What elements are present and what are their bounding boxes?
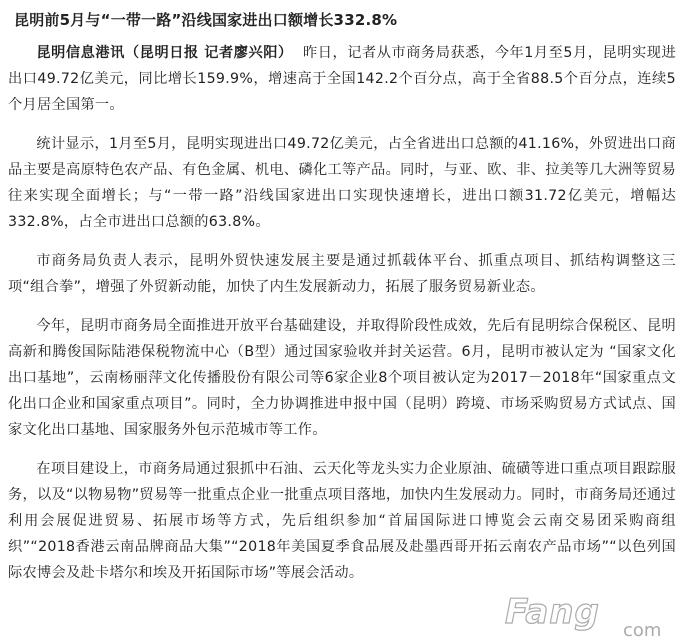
article-paragraph-4: 今年，昆明市商务局全面推进开放平台基础建设，并取得阶段性成效，先后有昆明综合保税区、昆明高新和腾俊国际陆港保税物流中心（B型）通过国家验收并封关运营。6月，昆明市被认定为 “国家文化出口基地”，云南杨丽萍文化传播股份有限公司等6家企业8个项目被认定为2017－2018年“国家重点文化出口企业和国家重点项目”。同时，全力协调推进申报中国（昆明）跨境、市场采购贸易方式试点、国家文化出口基地、国家服务外包示范城市等工作。 [8, 318, 676, 438]
watermark-logo-text: Fang [505, 592, 600, 632]
article-paragraph-3: 市商务局负责人表示，昆明外贸快速发展主要是通过抓载体平台、抓重点项目、抓结构调整这三项“组合拳”，增强了外贸新动能，加快了内生发展新动力，拓展了服务贸易新业态。 [8, 253, 676, 295]
article-paragraph-2: 统计显示，1月至5月，昆明实现进出口49.72亿美元，占全省进出口总额的41.16%，外贸进出口商品主要是高原特色农产品、有色金属、机电、磷化工等产品。同时，与亚、欧、非、拉美等几大洲等贸易往来实现全面增长；与“一带一路”沿线国家进出口实现快速增长，进出口额31.72亿美元，增幅达332.8%，占全市进出口总额的63.8%。 [8, 136, 676, 230]
article-byline: 昆明信息港讯（昆明日报 记者廖兴阳） [36, 45, 293, 61]
article-paragraph-1 [8, 40, 676, 118]
article-headline: 昆明前5月与“一带一路”沿线国家进出口额增长332.8% [14, 11, 398, 29]
news-article [8, 0, 676, 586]
watermark-suffix: com [623, 620, 662, 641]
paragraph-1-text: 昨日，记者从市商务局获悉，今年1月至5月，昆明实现进出口49.72亿美元，同比增长159.9%，增速高于全国142.2个百分点，高于全省88.5个百分点，连续5个月居全国第一。 [8, 45, 677, 113]
article-paragraph-5: 在项目建设上，市商务局通过狠抓中石油、云天化等龙头实力企业原油、硫磺等进口重点项目跟踪服务，以及“以物易物”贸易等一批重点企业一批重点项目落地，加快内生发展动力。同时，市商务局还通过利用会展促进贸易、拓展市场等方式，先后组织参加“首届国际进口博览会云南交易团采购商组织”“2018香港云南品牌商品大集”“2018年美国夏季食品展及赴墨西哥开拓云南农产品市场”“以色列国际农博会及赴卡塔尔和埃及开拓国际市场”等展会活动。 [8, 461, 676, 581]
site-watermark [505, 592, 675, 641]
